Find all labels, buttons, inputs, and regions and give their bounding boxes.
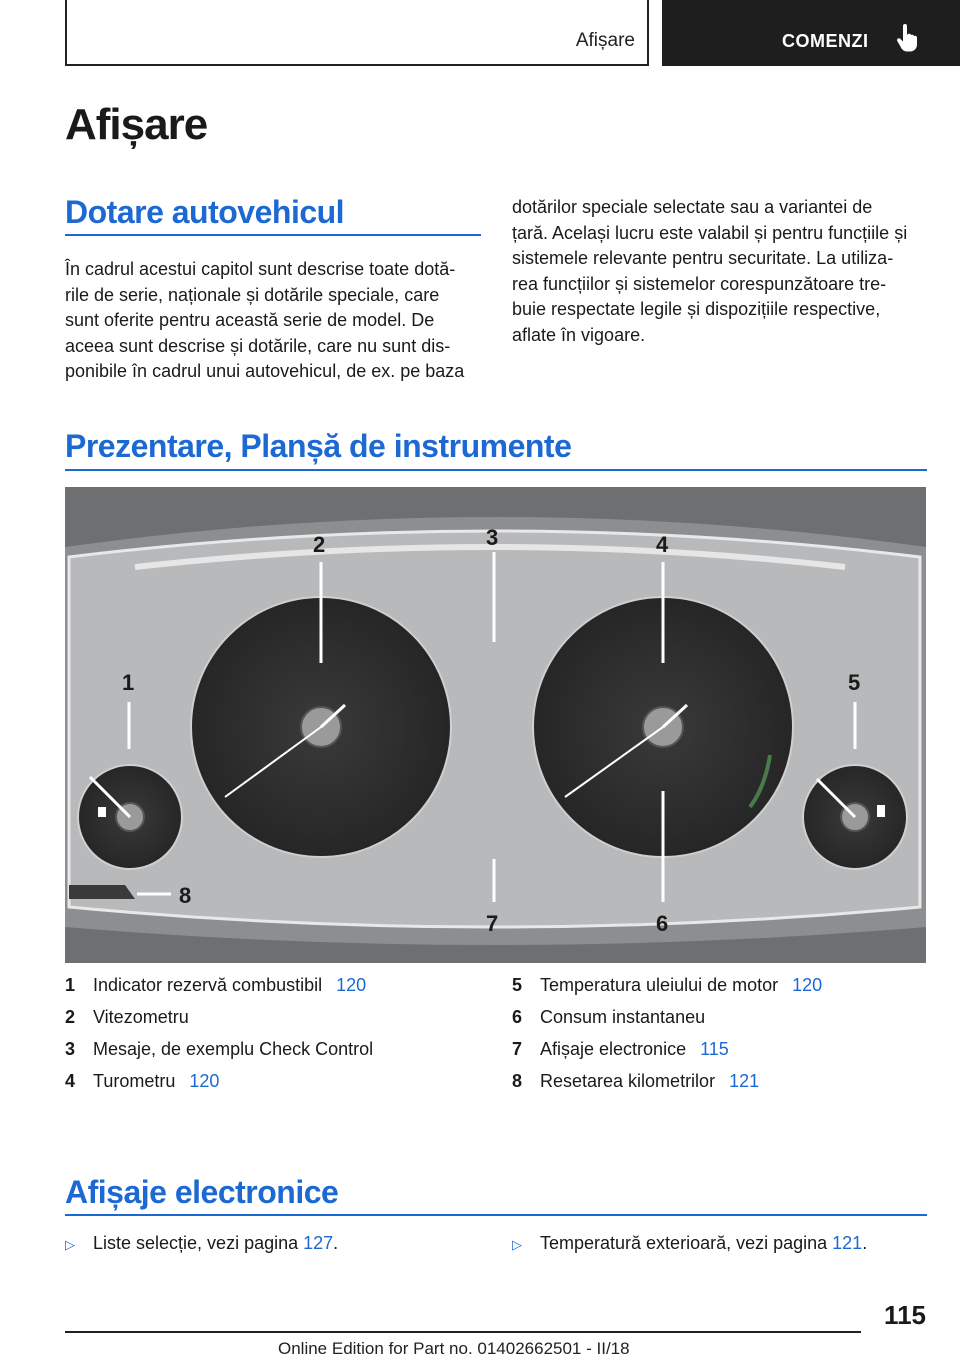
page-reference-link[interactable]: 115	[700, 1039, 729, 1059]
legend-number: 3	[65, 1039, 76, 1059]
section-title-equipment: Dotare autovehicul	[65, 194, 345, 230]
footer-rule	[65, 1331, 861, 1333]
callout-7: 7	[486, 911, 499, 936]
bullet-triangle-icon: ▷	[65, 1237, 75, 1252]
page-reference-link[interactable]: 120	[792, 975, 823, 995]
bullet-text: Temperatură exterioară, vezi pagina	[540, 1233, 828, 1253]
footer-edition-text: Online Edition for Part no. 01402662501 - II/18	[278, 1339, 630, 1358]
legend-item	[65, 1071, 373, 1103]
callout-1: 1	[122, 670, 135, 695]
legend-right	[512, 975, 822, 1103]
callout-2: 2	[313, 532, 326, 557]
legend-text: Turometru	[93, 1071, 176, 1091]
header-section-box	[65, 0, 649, 66]
legend-left	[65, 975, 373, 1103]
legend-number: 1	[65, 975, 76, 995]
callout-8: 8	[179, 883, 192, 908]
legend-number: 5	[512, 975, 523, 995]
header-section-label: Afișare	[575, 30, 635, 51]
bullet-triangle-icon: ▷	[512, 1237, 522, 1252]
section-title-overview: Prezentare, Planșă de instrumente	[65, 428, 572, 464]
legend-text: Mesaje, de exemplu Check Control	[93, 1039, 374, 1059]
legend-item	[512, 1071, 822, 1103]
instrument-cluster-figure	[65, 487, 926, 963]
section-title-electronic: Afișaje electronice	[65, 1174, 339, 1210]
legend-text: Vitezometru	[93, 1007, 189, 1027]
legend-number: 6	[512, 1007, 523, 1027]
page-reference-link[interactable]: 121	[832, 1233, 863, 1253]
bullet-end: .	[862, 1233, 868, 1253]
legend-item	[65, 1039, 373, 1071]
equipment-text-col1: În cadrul acestui capitol sunt descrise toate dotă- rile de serie, naționale și dotările speciale, care sunt oferite pentru această serie de model. De aceea sunt descrise și dotările, care nu sunt dis- ponibile în cadrul unui autovehicul, de ex. pe baza	[65, 259, 465, 381]
section-rule-equipment	[65, 234, 481, 236]
page-reference-link[interactable]: 127	[303, 1233, 334, 1253]
callout-3: 3	[486, 525, 499, 550]
legend-item	[512, 1039, 822, 1071]
instrument-cluster-illustration	[65, 487, 926, 963]
page-number: 115	[884, 1300, 926, 1330]
page-reference-link[interactable]: 121	[729, 1071, 760, 1091]
header-chapter-label: COMENZI	[782, 31, 869, 51]
callout-6: 6	[656, 911, 669, 936]
equipment-text-col2: dotărilor speciale selectate sau a variantei de țară. Același lucru este valabil și pentru funcțiile și sistemele relevante pentru securitate. La utiliza- rea funcțiilor și sistemelor corespunzătoare tre- buie respectate legile și dispozițiile respective, aflate în vigoare.	[512, 197, 908, 345]
legend-number: 8	[512, 1071, 523, 1091]
legend-text: Afișaje electronice	[540, 1039, 687, 1059]
header-chapter-tab[interactable]	[662, 0, 960, 66]
legend-number: 4	[65, 1071, 76, 1091]
legend-item	[512, 975, 822, 1007]
pointing-hand-icon	[896, 24, 918, 57]
legend-text: Resetarea kilometrilor	[540, 1071, 716, 1091]
legend-number: 7	[512, 1039, 523, 1059]
legend-text: Indicator rezervă combustibil	[93, 975, 323, 995]
callout-5: 5	[848, 670, 861, 695]
bullet-item	[65, 1233, 338, 1254]
legend-item	[65, 975, 373, 1007]
page-reference-link[interactable]: 120	[189, 1071, 220, 1091]
page-reference-link[interactable]: 120	[336, 975, 367, 995]
bullet-item	[512, 1233, 867, 1254]
legend-text: Consum instantaneu	[540, 1007, 706, 1027]
legend-item	[512, 1007, 822, 1039]
bullet-text: Liste selecție, vezi pagina	[93, 1233, 299, 1253]
legend-number: 2	[65, 1007, 76, 1027]
page-title: Afișare	[65, 100, 208, 149]
section-rule-overview	[65, 469, 927, 471]
legend-item	[65, 1007, 373, 1039]
legend-text: Temperatura uleiului de motor	[540, 975, 779, 995]
section-rule-electronic	[65, 1214, 927, 1216]
callout-4: 4	[656, 532, 669, 557]
bullet-end: .	[333, 1233, 339, 1253]
